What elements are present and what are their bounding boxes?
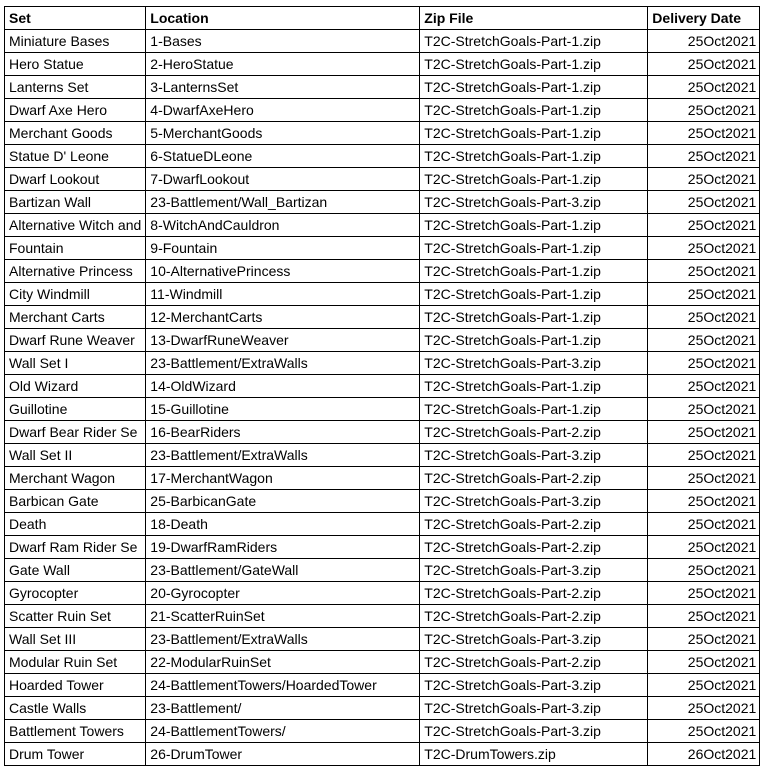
cell-location[interactable]: 19-DwarfRamRiders	[146, 536, 420, 559]
cell-set[interactable]: Old Wizard	[5, 375, 146, 398]
cell-zip-file[interactable]: T2C-StretchGoals-Part-1.zip	[420, 122, 648, 145]
cell-delivery-date[interactable]: 25Oct2021	[648, 674, 760, 697]
cell-set[interactable]: Alternative Witch and	[5, 214, 146, 237]
cell-zip-file[interactable]: T2C-StretchGoals-Part-3.zip	[420, 444, 648, 467]
cell-set[interactable]: Merchant Goods	[5, 122, 146, 145]
cell-location[interactable]: 20-Gyrocopter	[146, 582, 420, 605]
delivery-table	[4, 6, 760, 766]
cell-delivery-date[interactable]: 26Oct2021	[648, 743, 760, 766]
cell-location[interactable]: 3-LanternsSet	[146, 76, 420, 99]
cell-zip-file[interactable]: T2C-StretchGoals-Part-3.zip	[420, 720, 648, 743]
table-row	[5, 467, 760, 490]
table-row	[5, 651, 760, 674]
cell-delivery-date[interactable]: 25Oct2021	[648, 720, 760, 743]
cell-delivery-date[interactable]: 25Oct2021	[648, 421, 760, 444]
cell-location[interactable]: 24-BattlementTowers/HoardedTower	[146, 674, 420, 697]
cell-zip-file[interactable]: T2C-StretchGoals-Part-2.zip	[420, 536, 648, 559]
column-header-zip-file[interactable]: Zip File	[420, 7, 648, 30]
cell-delivery-date[interactable]: 25Oct2021	[648, 260, 760, 283]
cell-set[interactable]: Statue D' Leone	[5, 145, 146, 168]
cell-delivery-date[interactable]: 25Oct2021	[648, 628, 760, 651]
cell-location[interactable]: 18-Death	[146, 513, 420, 536]
cell-delivery-date[interactable]: 25Oct2021	[648, 329, 760, 352]
cell-delivery-date[interactable]: 25Oct2021	[648, 605, 760, 628]
table-row	[5, 352, 760, 375]
cell-location[interactable]: 14-OldWizard	[146, 375, 420, 398]
cell-delivery-date[interactable]: 25Oct2021	[648, 145, 760, 168]
table-row	[5, 260, 760, 283]
cell-location[interactable]: 23-Battlement/ExtraWalls	[146, 444, 420, 467]
cell-location[interactable]: 12-MerchantCarts	[146, 306, 420, 329]
table-row	[5, 283, 760, 306]
cell-location[interactable]: 26-DrumTower	[146, 743, 420, 766]
cell-zip-file[interactable]: T2C-StretchGoals-Part-3.zip	[420, 352, 648, 375]
cell-delivery-date[interactable]: 25Oct2021	[648, 375, 760, 398]
table-row	[5, 214, 760, 237]
cell-set[interactable]: Wall Set I	[5, 352, 146, 375]
table-row	[5, 490, 760, 513]
cell-set[interactable]: Guillotine	[5, 398, 146, 421]
cell-zip-file[interactable]: T2C-StretchGoals-Part-1.zip	[420, 168, 648, 191]
cell-zip-file[interactable]: T2C-StretchGoals-Part-1.zip	[420, 329, 648, 352]
cell-set[interactable]: Dwarf Ram Rider Se	[5, 536, 146, 559]
table-row	[5, 513, 760, 536]
cell-location[interactable]: 1-Bases	[146, 30, 420, 53]
cell-delivery-date[interactable]: 25Oct2021	[648, 306, 760, 329]
cell-delivery-date[interactable]: 25Oct2021	[648, 214, 760, 237]
cell-set[interactable]: Barbican Gate	[5, 490, 146, 513]
table-row	[5, 191, 760, 214]
table-row	[5, 237, 760, 260]
cell-set[interactable]: Castle Walls	[5, 697, 146, 720]
column-header-delivery-date[interactable]: Delivery Date	[648, 7, 760, 30]
table-row	[5, 743, 760, 766]
cell-location[interactable]: 22-ModularRuinSet	[146, 651, 420, 674]
cell-location[interactable]: 8-WitchAndCauldron	[146, 214, 420, 237]
cell-location[interactable]: 5-MerchantGoods	[146, 122, 420, 145]
table-row	[5, 30, 760, 53]
cell-location[interactable]: 10-AlternativePrincess	[146, 260, 420, 283]
cell-location[interactable]: 23-Battlement/ExtraWalls	[146, 352, 420, 375]
table-row	[5, 99, 760, 122]
cell-delivery-date[interactable]: 25Oct2021	[648, 191, 760, 214]
table-row	[5, 168, 760, 191]
table-body	[5, 30, 760, 766]
cell-zip-file[interactable]: T2C-StretchGoals-Part-3.zip	[420, 490, 648, 513]
cell-zip-file[interactable]: T2C-StretchGoals-Part-3.zip	[420, 674, 648, 697]
cell-set[interactable]: Lanterns Set	[5, 76, 146, 99]
cell-set[interactable]: Drum Tower	[5, 743, 146, 766]
cell-zip-file[interactable]: T2C-StretchGoals-Part-2.zip	[420, 651, 648, 674]
table-row	[5, 306, 760, 329]
table-row	[5, 53, 760, 76]
cell-location[interactable]: 7-DwarfLookout	[146, 168, 420, 191]
cell-location[interactable]: 16-BearRiders	[146, 421, 420, 444]
cell-zip-file[interactable]: T2C-StretchGoals-Part-2.zip	[420, 582, 648, 605]
cell-delivery-date[interactable]: 25Oct2021	[648, 651, 760, 674]
cell-set[interactable]: Dwarf Bear Rider Se	[5, 421, 146, 444]
cell-zip-file[interactable]: T2C-StretchGoals-Part-1.zip	[420, 99, 648, 122]
table-row	[5, 674, 760, 697]
cell-location[interactable]: 17-MerchantWagon	[146, 467, 420, 490]
cell-location[interactable]: 23-Battlement/GateWall	[146, 559, 420, 582]
cell-location[interactable]: 24-BattlementTowers/	[146, 720, 420, 743]
cell-delivery-date[interactable]: 25Oct2021	[648, 444, 760, 467]
table-row	[5, 605, 760, 628]
table-row	[5, 421, 760, 444]
cell-location[interactable]: 11-Windmill	[146, 283, 420, 306]
table-row	[5, 536, 760, 559]
cell-delivery-date[interactable]: 25Oct2021	[648, 283, 760, 306]
cell-location[interactable]: 15-Guillotine	[146, 398, 420, 421]
cell-set[interactable]: Wall Set III	[5, 628, 146, 651]
cell-zip-file[interactable]: T2C-StretchGoals-Part-2.zip	[420, 605, 648, 628]
cell-zip-file[interactable]: T2C-StretchGoals-Part-2.zip	[420, 513, 648, 536]
cell-zip-file[interactable]: T2C-StretchGoals-Part-1.zip	[420, 237, 648, 260]
cell-delivery-date[interactable]: 25Oct2021	[648, 168, 760, 191]
cell-delivery-date[interactable]: 25Oct2021	[648, 122, 760, 145]
cell-set[interactable]: Alternative Princess	[5, 260, 146, 283]
cell-zip-file[interactable]: T2C-StretchGoals-Part-3.zip	[420, 559, 648, 582]
cell-set[interactable]: Fountain	[5, 237, 146, 260]
cell-set[interactable]: City Windmill	[5, 283, 146, 306]
cell-set[interactable]: Scatter Ruin Set	[5, 605, 146, 628]
cell-set[interactable]: Gate Wall	[5, 559, 146, 582]
cell-set[interactable]: Gyrocopter	[5, 582, 146, 605]
table-row	[5, 720, 760, 743]
cell-delivery-date[interactable]: 25Oct2021	[648, 697, 760, 720]
cell-delivery-date[interactable]: 25Oct2021	[648, 467, 760, 490]
cell-location[interactable]: 23-Battlement/	[146, 697, 420, 720]
table-row	[5, 398, 760, 421]
cell-delivery-date[interactable]: 25Oct2021	[648, 490, 760, 513]
cell-set[interactable]: Wall Set II	[5, 444, 146, 467]
cell-location[interactable]: 6-StatueDLeone	[146, 145, 420, 168]
cell-zip-file[interactable]: T2C-StretchGoals-Part-1.zip	[420, 375, 648, 398]
cell-delivery-date[interactable]: 25Oct2021	[648, 53, 760, 76]
cell-zip-file[interactable]: T2C-StretchGoals-Part-1.zip	[420, 145, 648, 168]
cell-location[interactable]: 4-DwarfAxeHero	[146, 99, 420, 122]
table-row	[5, 375, 760, 398]
cell-location[interactable]: 21-ScatterRuinSet	[146, 605, 420, 628]
cell-zip-file[interactable]: T2C-StretchGoals-Part-1.zip	[420, 306, 648, 329]
cell-zip-file[interactable]: T2C-StretchGoals-Part-1.zip	[420, 53, 648, 76]
table-row	[5, 628, 760, 651]
cell-set[interactable]: Dwarf Axe Hero	[5, 99, 146, 122]
cell-location[interactable]: 25-BarbicanGate	[146, 490, 420, 513]
table-row	[5, 697, 760, 720]
cell-delivery-date[interactable]: 25Oct2021	[648, 237, 760, 260]
cell-location[interactable]: 23-Battlement/ExtraWalls	[146, 628, 420, 651]
cell-zip-file[interactable]: T2C-StretchGoals-Part-2.zip	[420, 421, 648, 444]
column-header-location[interactable]: Location	[146, 7, 420, 30]
table-row	[5, 582, 760, 605]
cell-zip-file[interactable]: T2C-StretchGoals-Part-3.zip	[420, 628, 648, 651]
cell-set[interactable]: Hoarded Tower	[5, 674, 146, 697]
table-row	[5, 122, 760, 145]
cell-set[interactable]: Battlement Towers	[5, 720, 146, 743]
cell-set[interactable]: Dwarf Lookout	[5, 168, 146, 191]
cell-location[interactable]: 23-Battlement/Wall_Bartizan	[146, 191, 420, 214]
cell-zip-file[interactable]: T2C-DrumTowers.zip	[420, 743, 648, 766]
cell-zip-file[interactable]: T2C-StretchGoals-Part-1.zip	[420, 283, 648, 306]
cell-delivery-date[interactable]: 25Oct2021	[648, 76, 760, 99]
cell-delivery-date[interactable]: 25Oct2021	[648, 582, 760, 605]
cell-delivery-date[interactable]: 25Oct2021	[648, 513, 760, 536]
table-row	[5, 329, 760, 352]
cell-delivery-date[interactable]: 25Oct2021	[648, 398, 760, 421]
cell-delivery-date[interactable]: 25Oct2021	[648, 30, 760, 53]
table-row	[5, 444, 760, 467]
cell-set[interactable]: Death	[5, 513, 146, 536]
cell-zip-file[interactable]: T2C-StretchGoals-Part-1.zip	[420, 398, 648, 421]
cell-zip-file[interactable]: T2C-StretchGoals-Part-2.zip	[420, 467, 648, 490]
cell-set[interactable]: Merchant Wagon	[5, 467, 146, 490]
cell-set[interactable]: Dwarf Rune Weaver	[5, 329, 146, 352]
cell-zip-file[interactable]: T2C-StretchGoals-Part-1.zip	[420, 76, 648, 99]
cell-delivery-date[interactable]: 25Oct2021	[648, 352, 760, 375]
header-row	[5, 7, 760, 30]
cell-set[interactable]: Miniature Bases	[5, 30, 146, 53]
cell-zip-file[interactable]: T2C-StretchGoals-Part-3.zip	[420, 191, 648, 214]
table-row	[5, 145, 760, 168]
table-row	[5, 76, 760, 99]
cell-location[interactable]: 13-DwarfRuneWeaver	[146, 329, 420, 352]
cell-location[interactable]: 2-HeroStatue	[146, 53, 420, 76]
cell-set[interactable]: Bartizan Wall	[5, 191, 146, 214]
table-row	[5, 559, 760, 582]
cell-location[interactable]: 9-Fountain	[146, 237, 420, 260]
cell-delivery-date[interactable]: 25Oct2021	[648, 536, 760, 559]
cell-zip-file[interactable]: T2C-StretchGoals-Part-1.zip	[420, 260, 648, 283]
cell-zip-file[interactable]: T2C-StretchGoals-Part-1.zip	[420, 30, 648, 53]
cell-zip-file[interactable]: T2C-StretchGoals-Part-1.zip	[420, 214, 648, 237]
cell-set[interactable]: Merchant Carts	[5, 306, 146, 329]
cell-delivery-date[interactable]: 25Oct2021	[648, 99, 760, 122]
cell-set[interactable]: Hero Statue	[5, 53, 146, 76]
cell-set[interactable]: Modular Ruin Set	[5, 651, 146, 674]
cell-delivery-date[interactable]: 25Oct2021	[648, 559, 760, 582]
cell-zip-file[interactable]: T2C-StretchGoals-Part-3.zip	[420, 697, 648, 720]
column-header-set[interactable]: Set	[5, 7, 146, 30]
